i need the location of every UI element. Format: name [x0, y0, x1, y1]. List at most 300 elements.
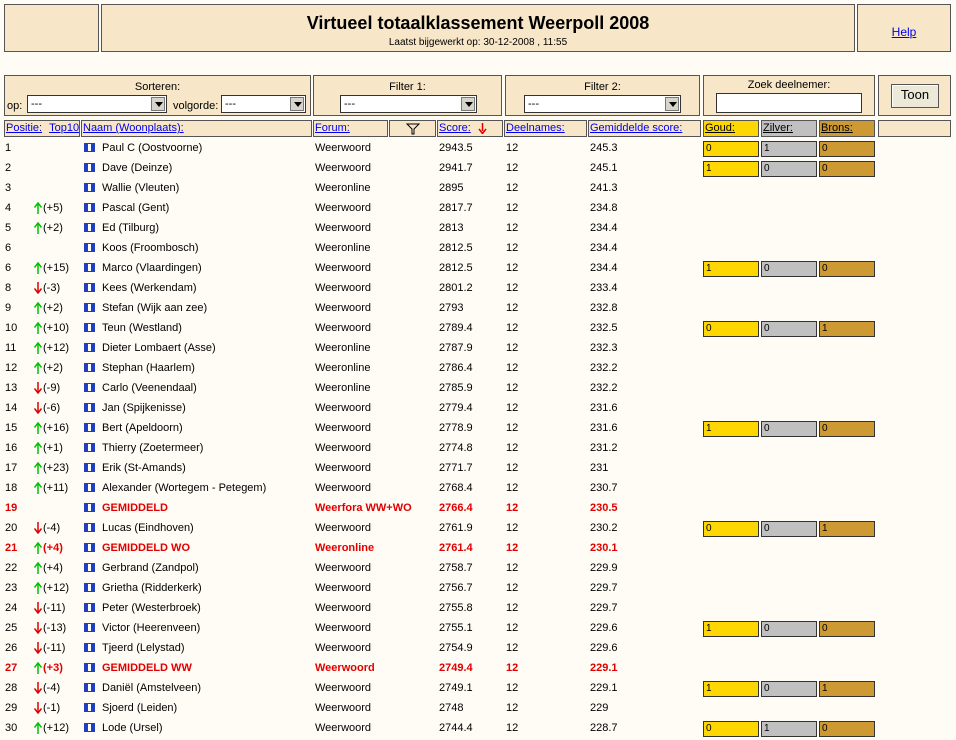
participations-cell: 12 — [506, 462, 519, 474]
participations-cell: 12 — [506, 282, 519, 294]
position-cell: 10 — [5, 322, 18, 334]
col-gold-header[interactable]: Goud: — [703, 120, 759, 137]
position-cell: 15 — [5, 422, 18, 434]
rank-change: (-4) — [43, 522, 61, 534]
profile-icon[interactable] — [84, 463, 95, 472]
avg-score-cell: 231.6 — [590, 422, 618, 434]
position-cell: 11 — [5, 342, 17, 354]
participant-name: Pascal (Gent) — [102, 202, 170, 214]
rank-change: (+2) — [43, 362, 63, 374]
participant-name: Jan (Spijkenisse) — [102, 402, 186, 414]
col-forum-header — [313, 120, 388, 137]
header-left-panel — [4, 4, 99, 52]
participant-name: Dieter Lombaert (Asse) — [102, 342, 216, 354]
forum-cell: Weerwoord — [315, 702, 372, 714]
silver-count: 0 — [761, 321, 817, 337]
sort-field-value: --- — [31, 98, 42, 110]
forum-cell: Weeronline — [315, 182, 371, 194]
sort-down-arrow-icon — [478, 123, 487, 134]
avg-score-cell: 231.2 — [590, 442, 618, 454]
table-row — [0, 438, 956, 458]
forum-cell: Weerwoord — [315, 302, 372, 314]
score-cell: 2813 — [439, 222, 464, 234]
table-row — [0, 418, 956, 438]
position-cell: 28 — [5, 682, 18, 694]
forum-cell: Weeronline — [315, 382, 371, 394]
sort-top10-link[interactable]: Top10 — [49, 122, 80, 134]
table-row — [0, 718, 956, 738]
table-row — [0, 498, 956, 518]
table-row — [0, 138, 956, 158]
participant-name: Tjeerd (Lelystad) — [102, 642, 185, 654]
sort-order-select[interactable] — [221, 95, 306, 113]
avg-score-cell: 230.7 — [590, 482, 618, 494]
score-cell: 2943.5 — [439, 142, 473, 154]
bronze-count: 1 — [819, 521, 875, 537]
score-cell: 2758.7 — [439, 562, 473, 574]
gold-count: 0 — [703, 521, 759, 537]
rank-change: (-3) — [43, 282, 61, 294]
avg-score-cell: 234.4 — [590, 242, 618, 254]
participations-cell: 12 — [506, 342, 519, 354]
col-bronze-header[interactable]: Brons: — [819, 120, 875, 137]
arrow-down-icon — [33, 382, 43, 394]
silver-count: 1 — [761, 141, 817, 157]
rank-change: (-1) — [43, 702, 61, 714]
participations-cell: 12 — [506, 182, 519, 194]
score-cell: 2774.8 — [439, 442, 473, 454]
participant-name: Koos (Froombosch) — [102, 242, 199, 254]
participations-cell: 12 — [506, 682, 519, 694]
score-cell: 2941.7 — [439, 162, 473, 174]
col-filter-header[interactable] — [389, 120, 436, 137]
profile-icon[interactable] — [84, 263, 95, 272]
rank-change: (+12) — [43, 722, 69, 734]
rank-change: (+11) — [43, 482, 69, 494]
profile-icon[interactable] — [84, 143, 95, 152]
col-name-header — [81, 120, 312, 137]
forum-cell: Weerwoord — [315, 722, 372, 734]
table-row — [0, 558, 956, 578]
avg-score-cell: 233.4 — [590, 282, 618, 294]
participant-name: Marco (Vlaardingen) — [102, 262, 202, 274]
rank-change: (-6) — [43, 402, 61, 414]
participations-cell: 12 — [506, 402, 519, 414]
position-cell: 30 — [5, 722, 18, 734]
silver-count: 0 — [761, 521, 817, 537]
gold-count: 1 — [703, 421, 759, 437]
profile-icon[interactable] — [84, 723, 95, 732]
avg-score-cell: 234.4 — [590, 222, 618, 234]
score-cell: 2793 — [439, 302, 464, 314]
forum-cell: Weerwoord — [315, 602, 372, 614]
profile-icon[interactable] — [84, 403, 95, 412]
participant-name: Paul C (Oostvoorne) — [102, 142, 203, 154]
participations-cell: 12 — [506, 602, 519, 614]
silver-count: 0 — [761, 421, 817, 437]
profile-icon[interactable] — [84, 643, 95, 652]
avg-score-cell: 228.7 — [590, 722, 618, 734]
silver-count: 1 — [761, 721, 817, 737]
participations-cell: 12 — [506, 642, 519, 654]
forum-cell: Weerwoord — [315, 202, 372, 214]
table-row — [0, 678, 956, 698]
forum-cell: Weerwoord — [315, 562, 372, 574]
table-row — [0, 398, 956, 418]
avg-score-cell: 231.6 — [590, 402, 618, 414]
forum-cell: Weerwoord — [315, 462, 372, 474]
table-row — [0, 698, 956, 718]
show-panel — [878, 75, 951, 116]
arrow-down-icon — [33, 522, 43, 534]
participations-cell: 12 — [506, 522, 519, 534]
forum-cell: Weerwoord — [315, 282, 372, 294]
participations-cell: 12 — [506, 582, 519, 594]
position-cell: 21 — [5, 542, 18, 554]
arrow-down-icon — [33, 682, 43, 694]
forum-cell: Weerwoord — [315, 402, 372, 414]
rank-change: (+5) — [43, 202, 63, 214]
search-label: Zoek deelnemer: — [747, 79, 831, 91]
profile-icon[interactable] — [84, 203, 95, 212]
col-avg-header — [588, 120, 701, 137]
last-updated: Laatst bijgewerkt op: 30-12-2008 , 11:55 — [388, 37, 568, 48]
avg-score-cell: 232.2 — [590, 362, 618, 374]
participations-cell: 12 — [506, 542, 519, 554]
profile-icon[interactable] — [84, 383, 95, 392]
table-row — [0, 458, 956, 478]
profile-icon[interactable] — [84, 523, 95, 532]
profile-icon[interactable] — [84, 163, 95, 172]
position-cell: 6 — [5, 262, 12, 274]
table-row — [0, 618, 956, 638]
score-cell: 2789.4 — [439, 322, 473, 334]
forum-cell: Weerwoord — [315, 142, 372, 154]
forum-cell: Weeronline — [315, 242, 371, 254]
score-cell: 2761.9 — [439, 522, 473, 534]
silver-count: 0 — [761, 681, 817, 697]
search-input[interactable] — [716, 93, 862, 113]
arrow-down-icon — [33, 402, 43, 414]
sort-participations-link[interactable]: Deelnames: — [506, 122, 565, 134]
chevron-down-icon — [461, 97, 475, 111]
profile-icon[interactable] — [84, 323, 95, 332]
participations-cell: 12 — [506, 222, 519, 234]
participations-cell: 12 — [506, 622, 519, 634]
avg-score-cell: 234.4 — [590, 262, 618, 274]
profile-icon[interactable] — [84, 343, 95, 352]
position-cell: 3 — [5, 182, 12, 194]
score-cell: 2744.4 — [439, 722, 473, 734]
filter1-value: --- — [344, 98, 355, 110]
table-row — [0, 198, 956, 218]
header-help-panel — [857, 4, 951, 52]
filter2-select[interactable] — [524, 95, 681, 113]
profile-icon[interactable] — [84, 223, 95, 232]
avg-score-cell: 229.7 — [590, 582, 618, 594]
bronze-count: 0 — [819, 261, 875, 277]
arrow-up-icon — [33, 442, 43, 454]
rank-change: (+2) — [43, 222, 63, 234]
participations-cell: 12 — [506, 382, 519, 394]
avg-score-cell: 241.3 — [590, 182, 618, 194]
rank-change: (+10) — [43, 322, 69, 334]
profile-icon[interactable] — [84, 423, 95, 432]
score-cell: 2779.4 — [439, 402, 473, 414]
participant-name: Alexander (Wortegem - Petegem) — [102, 482, 267, 494]
avg-score-cell: 245.1 — [590, 162, 618, 174]
participant-name: Victor (Heerenveen) — [102, 622, 201, 634]
position-cell: 17 — [5, 462, 18, 474]
filter2-label: Filter 2: — [584, 81, 621, 93]
rank-change: (-13) — [43, 622, 67, 634]
rank-change: (+4) — [43, 542, 63, 554]
table-row — [0, 238, 956, 258]
header-title-panel — [101, 4, 855, 52]
avg-score-cell: 229.1 — [590, 662, 618, 674]
table-row — [0, 598, 956, 618]
avg-score-cell: 230.2 — [590, 522, 618, 534]
position-cell: 18 — [5, 482, 18, 494]
arrow-up-icon — [33, 562, 43, 574]
col-participations-header — [504, 120, 587, 137]
forum-cell: Weerwoord — [315, 222, 372, 234]
profile-icon[interactable] — [84, 623, 95, 632]
page-title: Virtueel totaalklassement Weerpoll 2008 — [306, 13, 650, 33]
position-cell: 1 — [5, 142, 12, 154]
participant-name: Stefan (Wijk aan zee) — [102, 302, 208, 314]
table-row — [0, 338, 956, 358]
avg-score-cell: 234.8 — [590, 202, 618, 214]
arrow-up-icon — [33, 542, 43, 554]
forum-cell: Weerwoord — [315, 582, 372, 594]
table-row — [0, 478, 956, 498]
position-cell: 16 — [5, 442, 18, 454]
table-row — [0, 298, 956, 318]
profile-icon[interactable] — [84, 503, 95, 512]
participations-cell: 12 — [506, 202, 519, 214]
position-cell: 24 — [5, 602, 18, 614]
bronze-count: 1 — [819, 681, 875, 697]
forum-cell: Weeronline — [315, 342, 371, 354]
profile-icon[interactable] — [84, 603, 95, 612]
table-row — [0, 278, 956, 298]
filter2-value: --- — [528, 98, 539, 110]
participant-name: Wallie (Vleuten) — [102, 182, 180, 194]
rank-change: (-11) — [43, 602, 66, 614]
rank-change: (+23) — [43, 462, 69, 474]
sort-order-value: --- — [225, 98, 236, 110]
avg-score-cell: 229.6 — [590, 642, 618, 654]
avg-score-cell: 229.9 — [590, 562, 618, 574]
score-cell: 2766.4 — [439, 502, 473, 514]
show-button[interactable]: Toon — [891, 84, 939, 108]
participations-cell: 12 — [506, 262, 519, 274]
profile-icon[interactable] — [84, 703, 95, 712]
participant-name: Bert (Apeldoorn) — [102, 422, 183, 434]
bronze-count: 0 — [819, 161, 875, 177]
participations-cell: 12 — [506, 162, 519, 174]
sort-field-select[interactable] — [27, 95, 167, 113]
avg-score-cell: 231 — [590, 462, 609, 474]
position-cell: 12 — [5, 362, 18, 374]
sort-forum-link[interactable]: Forum: — [315, 122, 350, 134]
forum-cell: Weerwoord — [315, 262, 372, 274]
rank-change: (+1) — [43, 442, 63, 454]
participant-name: GEMIDDELD WO — [102, 542, 190, 554]
arrow-up-icon — [33, 582, 43, 594]
bronze-count: 0 — [819, 721, 875, 737]
table-row — [0, 578, 956, 598]
rank-change: (+2) — [43, 302, 63, 314]
profile-icon[interactable] — [84, 583, 95, 592]
participant-name: Daniël (Amstelveen) — [102, 682, 202, 694]
table-row — [0, 318, 956, 338]
participant-name: Carlo (Veenendaal) — [102, 382, 197, 394]
profile-icon[interactable] — [84, 303, 95, 312]
profile-icon[interactable] — [84, 663, 95, 672]
arrow-up-icon — [33, 222, 43, 234]
forum-cell: Weerwoord — [315, 642, 372, 654]
profile-icon[interactable] — [84, 363, 95, 372]
position-cell: 19 — [5, 502, 18, 514]
arrow-down-icon — [33, 702, 43, 714]
position-cell: 8 — [5, 282, 12, 294]
position-cell: 9 — [5, 302, 12, 314]
participations-cell: 12 — [506, 302, 519, 314]
arrow-down-icon — [33, 622, 43, 634]
position-cell: 29 — [5, 702, 18, 714]
participations-cell: 12 — [506, 422, 519, 434]
rank-change: (+12) — [43, 342, 69, 354]
col-extra-header — [878, 120, 951, 137]
table-row — [0, 658, 956, 678]
avg-score-cell: 229 — [590, 702, 609, 714]
score-cell: 2787.9 — [439, 342, 473, 354]
position-cell: 22 — [5, 562, 18, 574]
order-label: volgorde: — [173, 100, 219, 112]
arrow-down-icon — [33, 282, 43, 294]
bronze-count: 1 — [819, 321, 875, 337]
col-silver-header[interactable]: Zilver: — [761, 120, 817, 137]
table-row — [0, 518, 956, 538]
participant-name: GEMIDDELD — [102, 502, 168, 514]
participant-name: Grietha (Ridderkerk) — [102, 582, 202, 594]
gold-count: 1 — [703, 261, 759, 277]
participant-name: Lucas (Eindhoven) — [102, 522, 194, 534]
col-position-header — [4, 120, 80, 137]
arrow-up-icon — [33, 422, 43, 434]
forum-cell: Weerfora WW+WO — [315, 502, 412, 514]
participant-name: Sjoerd (Leiden) — [102, 702, 178, 714]
score-cell: 2817.7 — [439, 202, 473, 214]
position-cell: 26 — [5, 642, 18, 654]
participant-name: Erik (St-Amands) — [102, 462, 186, 474]
table-row — [0, 258, 956, 278]
rank-change: (+4) — [43, 562, 63, 574]
position-cell: 4 — [5, 202, 12, 214]
gold-count: 1 — [703, 621, 759, 637]
participations-cell: 12 — [506, 442, 519, 454]
chevron-down-icon — [290, 97, 304, 111]
arrow-down-icon — [33, 602, 43, 614]
sort-score-link[interactable]: Score: — [439, 122, 471, 134]
sort-avg-link[interactable]: Gemiddelde score: — [590, 122, 683, 134]
profile-icon[interactable] — [84, 563, 95, 572]
gold-count: 0 — [703, 321, 759, 337]
participant-name: Lode (Ursel) — [102, 722, 163, 734]
table-row — [0, 638, 956, 658]
table-row — [0, 378, 956, 398]
participations-cell: 12 — [506, 142, 519, 154]
forum-cell: Weeronline — [315, 362, 371, 374]
participations-cell: 12 — [506, 482, 519, 494]
forum-cell: Weerwoord — [315, 622, 372, 634]
avg-score-cell: 230.1 — [590, 542, 618, 554]
forum-cell: Weerwoord — [315, 662, 375, 674]
avg-score-cell: 245.3 — [590, 142, 618, 154]
arrow-up-icon — [33, 202, 43, 214]
bronze-count: 0 — [819, 621, 875, 637]
profile-icon[interactable] — [84, 543, 95, 552]
gold-count: 1 — [703, 681, 759, 697]
silver-count: 0 — [761, 161, 817, 177]
rank-change: (+15) — [43, 262, 69, 274]
arrow-up-icon — [33, 302, 43, 314]
profile-icon[interactable] — [84, 243, 95, 252]
profile-icon[interactable] — [84, 183, 95, 192]
score-cell: 2755.1 — [439, 622, 473, 634]
position-cell: 14 — [5, 402, 18, 414]
participant-name: Dave (Deinze) — [102, 162, 173, 174]
bronze-count: 0 — [819, 421, 875, 437]
bronze-count: 0 — [819, 141, 875, 157]
participations-cell: 12 — [506, 322, 519, 334]
rank-change: (-4) — [43, 682, 61, 694]
score-cell: 2748 — [439, 702, 464, 714]
profile-icon[interactable] — [84, 283, 95, 292]
filter-icon[interactable] — [402, 123, 424, 135]
rank-change: (+16) — [43, 422, 69, 434]
arrow-up-icon — [33, 362, 43, 374]
avg-score-cell: 229.1 — [590, 682, 618, 694]
forum-cell: Weerwoord — [315, 482, 372, 494]
gold-count: 0 — [703, 141, 759, 157]
sort-label: Sorteren: — [134, 81, 181, 93]
sort-name-link[interactable]: Naam (Woonplaats): — [83, 122, 184, 134]
participations-cell: 12 — [506, 242, 519, 254]
profile-icon[interactable] — [84, 483, 95, 492]
filter1-label: Filter 1: — [389, 81, 426, 93]
arrow-up-icon — [33, 462, 43, 474]
profile-icon[interactable] — [84, 683, 95, 692]
participations-cell: 12 — [506, 722, 519, 734]
score-cell: 2812.5 — [439, 262, 473, 274]
arrow-down-icon — [33, 642, 43, 654]
avg-score-cell: 229.7 — [590, 602, 618, 614]
rank-change: (-11) — [43, 642, 66, 654]
filter1-select[interactable] — [340, 95, 477, 113]
participations-cell: 12 — [506, 702, 519, 714]
participant-name: GEMIDDELD WW — [102, 662, 192, 674]
sort-position-link[interactable]: Positie: — [6, 122, 43, 134]
profile-icon[interactable] — [84, 443, 95, 452]
score-cell: 2801.2 — [439, 282, 473, 294]
help-link[interactable]: Help — [891, 25, 917, 39]
participant-name: Thierry (Zoetermeer) — [102, 442, 204, 454]
position-cell: 5 — [5, 222, 12, 234]
arrow-up-icon — [33, 662, 43, 674]
